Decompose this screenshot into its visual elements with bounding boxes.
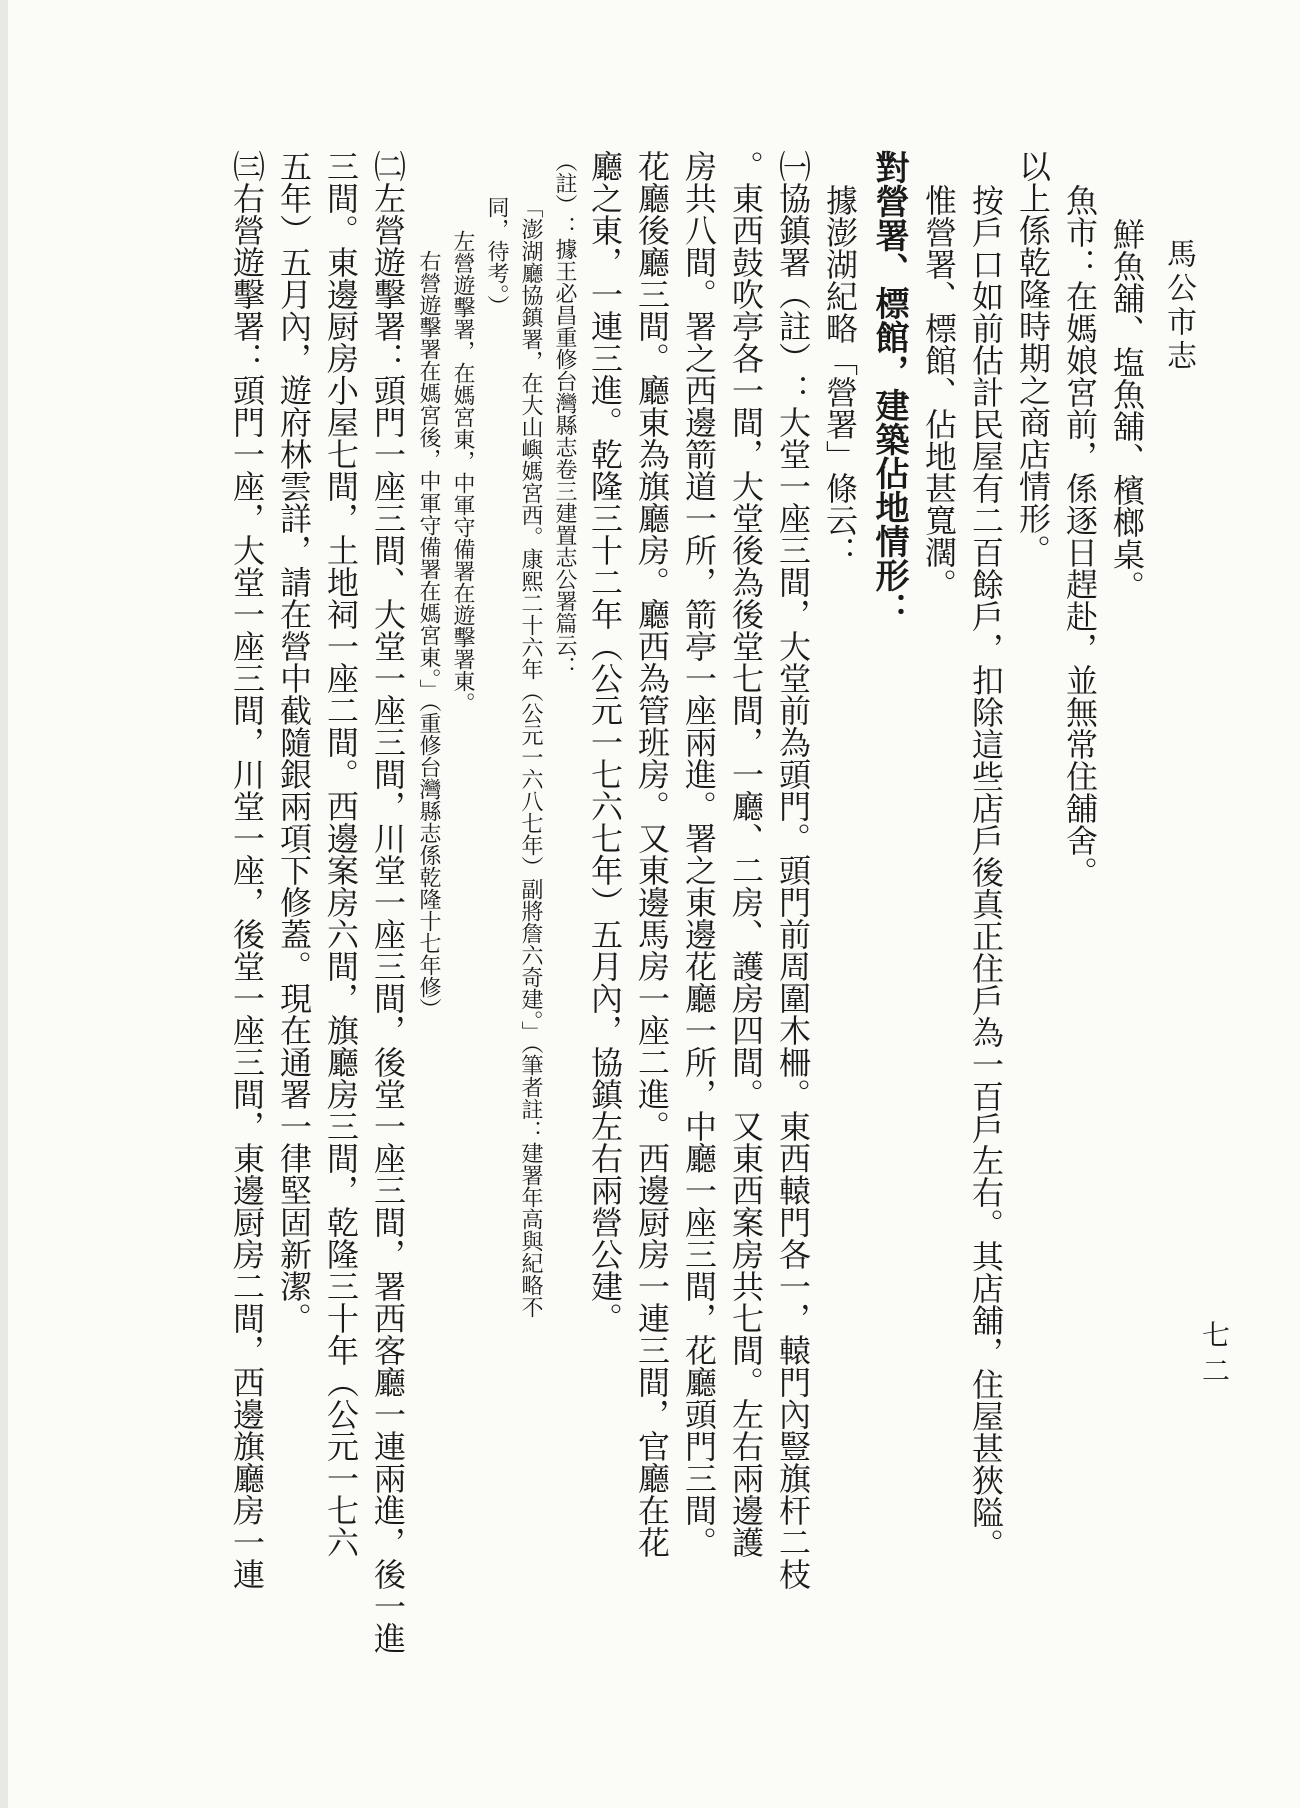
text-column: 三間。東邊厨房小屋七間，土地祠一座二間。西邊案房六間，旗廳房三間，乾隆三十年（公元一七六	[322, 150, 360, 1558]
running-header: 馬公市志	[1161, 238, 1196, 374]
text-column: 鮮魚舖、塩魚舖、檳榔桌。	[1108, 218, 1146, 602]
vertical-text-body	[223, 150, 1150, 1750]
page-number: 七二	[1198, 1320, 1231, 1392]
note-column: 「澎湖廳協鎮署，在大山嶼媽宮西。康熙二十六年（公元一六八七年）副將詹六奇建。」（筆者註：建署年高與紀略不	[518, 196, 543, 1318]
text-column: 惟營署、標館、佔地甚寬濶。	[920, 184, 958, 600]
text-column: 以上係乾隆時期之商店情形。	[1014, 150, 1052, 566]
text-column: 。東西鼓吹亭各一間，大堂後為後堂七間，一廳、二房、護房四間。又東西案房共七間。左右兩邊護	[727, 150, 765, 1558]
text-column: 廳之東，一連三進。乾隆三十二年（公元一七六七年）五月內，協鎮左右兩營公建。	[586, 150, 624, 1334]
text-column: 房共八間。署之西邊箭道一所，箭亭一座兩進。署之東邊花廳一所，中廳一座三間，花廳頭門三間。	[680, 150, 718, 1558]
text-column: 五年）五月內，遊府林雲詳，請在營中截隨銀兩項下修蓋。現在通署一律堅固新潔。	[275, 150, 313, 1334]
text-column: 據澎湖紀略「營署」條云：	[821, 184, 859, 568]
note-column: （註）：據王必昌重修台灣縣志卷三建置志公署篇云：	[552, 150, 577, 678]
text-column: ㈠協鎮署（註）：大堂一座三間，大堂前為頭門。頭門前周圍木柵。東西轅門各一，轅門內豎旗杆二枝	[774, 150, 812, 1590]
note-column: 右營遊擊署在媽宮後，中軍守備署在媽宮東。」（重修台灣縣志係乾隆十七年修）	[416, 250, 441, 1020]
note-column: 左營遊擊署，在媽宮東，中軍守備署在遊擊署東。	[450, 230, 475, 714]
text-column: ㈡左營遊擊署：頭門一座三間、大堂一座三間，川堂一座三間，後堂一座三間，署西客廳一連兩進，後一進	[369, 150, 407, 1654]
text-column: 花廳後廳三間。廳東為旗廳房。廳西為管班房。又東邊馬房一座二進。西邊厨房一連三間，官廳在花	[633, 150, 671, 1558]
text-column: 魚市：在媽娘宮前，係逐日趕赴，並無常住舖舍。	[1061, 184, 1099, 888]
text-column: ㈢右營遊擊署：頭門一座，大堂一座三間，川堂一座，後堂一座三間，東邊厨房二間，西邊旗廳房一連	[228, 150, 266, 1590]
text-column: 按戶口如前估計民屋有二百餘戶，扣除這些店戶後真正住戶為一百戶左右。其店舖，住屋甚狹隘。	[967, 184, 1005, 1560]
note-column: 同，待考。）	[484, 196, 509, 317]
section-heading: 對營署、標館，建築佔地情形：	[869, 150, 909, 626]
